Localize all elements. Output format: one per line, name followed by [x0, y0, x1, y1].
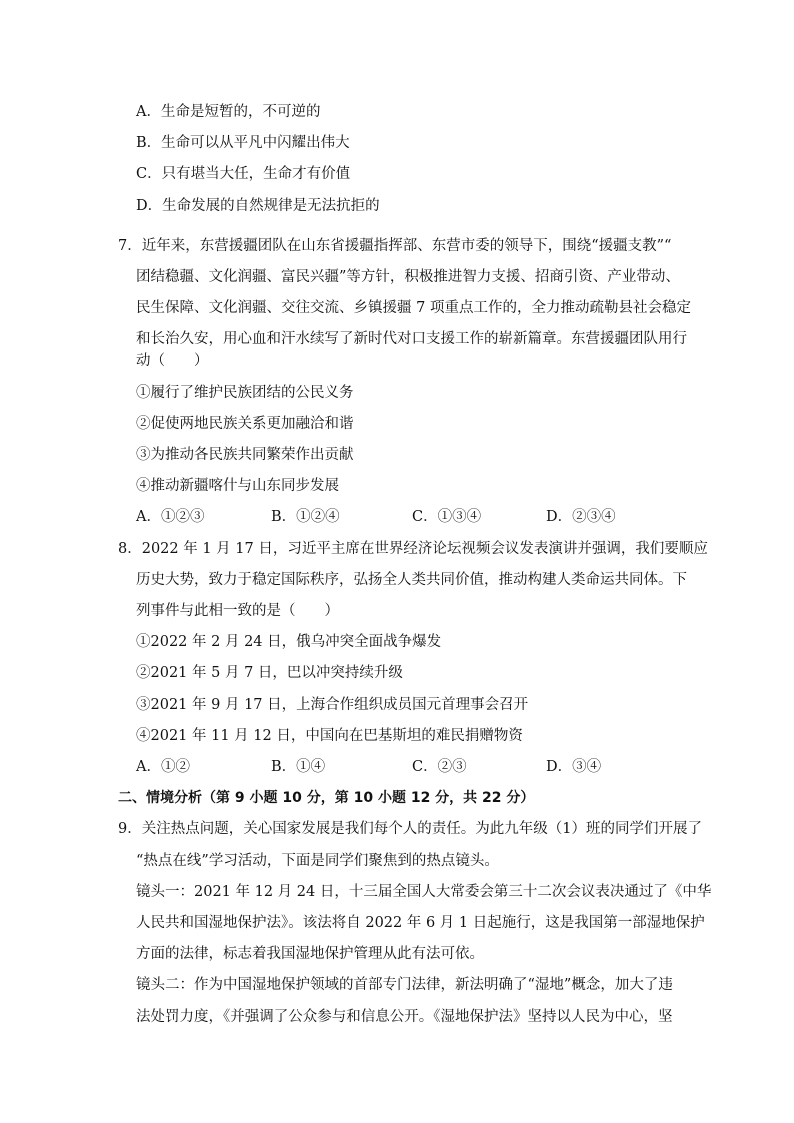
q8-item: ③2021 年 9 月 17 日，上海合作组织成员国元首理事会召开	[136, 697, 529, 713]
q8-stem-line: 8．2022 年 1 月 17 日，习近平主席在世界经济论坛视频会议发表演讲并强调，我们要顺应	[118, 541, 708, 557]
q7-stem-line: 动（ ）	[136, 353, 209, 369]
q7-choice-b: B．①②④	[271, 509, 340, 525]
q9-scene-line: 方面的法律，标志着我国湿地保护管理从此有法可依。	[136, 946, 484, 962]
q8-item: ①2022 年 2 月 24 日，俄乌冲突全面战争爆发	[136, 634, 442, 650]
q9-scene-line: 法处罚力度，《并强调了公众参与和信息公开。《湿地保护法》坚持以人民为中心，坚	[136, 1009, 673, 1025]
q7-stem-line: 和长治久安，用心血和汗水续写了新时代对口支援工作的崭新篇章。东营援疆团队用行	[136, 331, 687, 347]
q7-stem-line: 团结稳疆、文化润疆、富民兴疆”等方针，积极推进智力支援、招商引资、产业带动、	[136, 269, 680, 285]
q7-choice-a: A．①②③	[136, 509, 205, 525]
q6-option-a: A．生命是短暂的，不可逆的	[136, 104, 321, 120]
q7-item: ④推动新疆喀什与山东同步发展	[136, 478, 339, 494]
q9-scene-line: 镜头一：2021 年 12 月 24 日，十三届全国人大常委会第三十二次会议表决通过了《中华	[136, 884, 712, 900]
q7-choice-c: C．①③④	[412, 509, 482, 525]
q8-choices	[136, 757, 696, 777]
q9-stem-line: “热点在线”学习活动，下面是同学们聚焦到的热点镜头。	[136, 853, 499, 869]
q9-scene-line: 镜头二：作为中国湿地保护领域的首部专门法律，新法明确了“湿地”概念，加大了违	[136, 977, 673, 993]
q7-item: ③为推动各民族共同繁荣作出贡献	[136, 447, 354, 463]
q8-choice-c: C．②③	[412, 759, 467, 775]
q8-item: ④2021 年 11 月 12 日，中国向在巴基斯坦的难民捐赠物资	[136, 728, 523, 744]
q7-item: ①履行了维护民族团结的公民义务	[136, 385, 354, 401]
q8-choice-a: A．①②	[136, 759, 190, 775]
q8-stem-line: 历史大势，致力于稳定国际秩序，弘扬全人类共同价值，推动构建人类命运共同体。下	[136, 572, 687, 588]
section-heading: 二、情境分析（第 9 小题 10 分，第 10 小题 12 分，共 22 分）	[118, 790, 535, 806]
q7-stem-line: 7．近年来，东营援疆团队在山东省援疆指挥部、东营市委的领导下，围绕“援疆支教”“	[118, 238, 672, 254]
q8-choice-b: B．①④	[271, 759, 326, 775]
q7-stem-line: 民生保障、文化润疆、交往交流、乡镇援疆 7 项重点工作的，全力推动疏勒县社会稳定	[136, 300, 691, 316]
q7-item: ②促使两地民族关系更加融洽和谐	[136, 416, 354, 432]
q9-scene-line: 人民共和国湿地保护法》。该法将自 2022 年 6 月 1 日起施行，这是我国第一部湿地保护	[136, 915, 705, 931]
q7-choices	[136, 507, 696, 527]
q8-stem-line: 列事件与此相一致的是（ ）	[136, 603, 339, 619]
q8-item: ②2021 年 5 月 7 日，巴以冲突持续升级	[136, 665, 403, 681]
q9-stem-line: 9．关注热点问题，关心国家发展是我们每个人的责任。为此九年级（1）班的同学们开展了	[118, 821, 702, 837]
q6-option-c: C．只有堪当大任，生命才有价值	[136, 166, 351, 182]
q6-option-b: B．生命可以从平凡中闪耀出伟大	[136, 135, 350, 151]
q6-option-d: D．生命发展的自然规律是无法抗拒的	[136, 198, 380, 214]
q7-choice-d: D．②③④	[546, 509, 616, 525]
q8-choice-d: D．③④	[546, 759, 602, 775]
